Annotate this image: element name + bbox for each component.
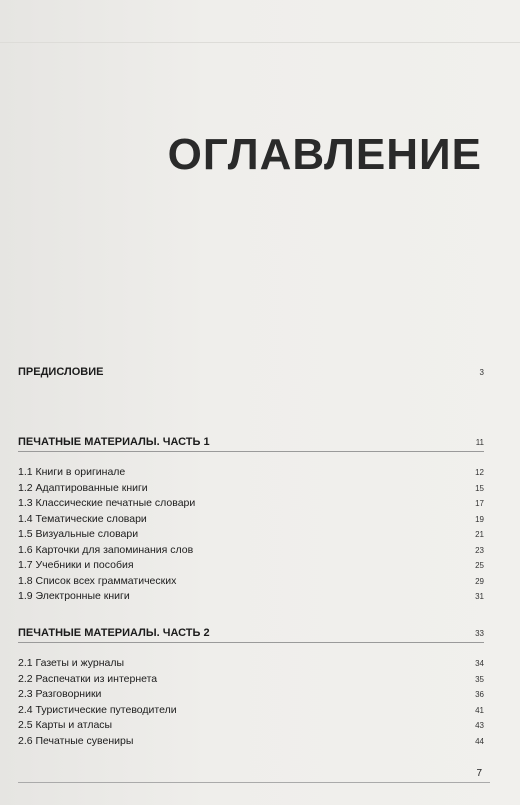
page-title: ОГЛАВЛЕНИЕ xyxy=(167,130,482,179)
toc-entry-label: 2.6 Печатные сувениры xyxy=(18,734,134,747)
toc-entry[interactable] xyxy=(18,704,484,720)
bleed-through-rule xyxy=(0,42,520,43)
toc-page-number: 31 xyxy=(475,592,484,601)
toc-page-number: 17 xyxy=(475,499,484,508)
toc-section-part1[interactable] xyxy=(18,436,484,448)
toc-list xyxy=(18,466,484,606)
toc-entry[interactable] xyxy=(18,544,484,560)
toc-entry-label: 1.7 Учебники и пособия xyxy=(18,559,134,571)
toc-entry-label: 1.6 Карточки для запоминания слов xyxy=(18,543,194,556)
toc-page-number: 23 xyxy=(475,545,484,555)
toc-entry[interactable] xyxy=(18,590,484,606)
toc-section-part2[interactable] xyxy=(18,627,484,639)
toc-entry-label: 2.2 Распечатки из интернета xyxy=(18,672,158,685)
toc-entry[interactable] xyxy=(18,735,484,751)
toc-page-number: 44 xyxy=(475,736,484,746)
toc-preface xyxy=(18,366,484,378)
toc-entry-label: 1.1 Книги в оригинале xyxy=(18,466,126,478)
toc-section-label: ПЕЧАТНЫЕ МАТЕРИАЛЫ. ЧАСТЬ 2 xyxy=(18,627,210,639)
toc-entry-label: 1.8 Список всех грамматических xyxy=(18,574,177,587)
section-divider xyxy=(18,451,484,452)
toc-entry-label: 1.3 Классические печатные словари xyxy=(18,497,196,509)
toc-entry[interactable] xyxy=(18,688,484,704)
toc-entry[interactable] xyxy=(18,719,484,735)
toc-entry-label: 2.3 Разговорники xyxy=(18,688,102,700)
toc-section-label: ПЕЧАТНЫЕ МАТЕРИАЛЫ. ЧАСТЬ 1 xyxy=(18,436,210,448)
toc-page-number: 29 xyxy=(475,576,484,586)
toc-page-number: 25 xyxy=(475,561,484,570)
toc-entry-label: 1.2 Адаптированные книги xyxy=(18,481,148,494)
toc-section-preface[interactable] xyxy=(18,366,484,378)
toc-entry[interactable] xyxy=(18,466,484,482)
toc-page-number: 15 xyxy=(475,483,484,493)
toc-entry-label: 1.9 Электронные книги xyxy=(18,590,130,602)
toc-page-number: 34 xyxy=(475,659,484,668)
section-divider xyxy=(18,642,484,643)
toc-page-number: 21 xyxy=(475,530,484,539)
toc-part-2 xyxy=(18,627,484,750)
toc-entry[interactable] xyxy=(18,482,484,498)
toc-entry[interactable] xyxy=(18,497,484,513)
toc-page-number: 43 xyxy=(475,721,484,730)
toc-entry[interactable] xyxy=(18,673,484,689)
toc-list xyxy=(18,657,484,750)
toc-section-label: ПРЕДИСЛОВИЕ xyxy=(18,366,104,378)
toc-page-number: 33 xyxy=(475,629,484,638)
toc-part-1 xyxy=(18,436,484,606)
toc-entry[interactable] xyxy=(18,528,484,544)
toc-entry-label: 2.5 Карты и атласы xyxy=(18,719,113,731)
toc-entry-label: 2.1 Газеты и журналы xyxy=(18,657,124,669)
toc-page-number: 11 xyxy=(475,438,484,447)
toc-entry-label: 1.5 Визуальные словари xyxy=(18,528,139,540)
toc-entry[interactable] xyxy=(18,559,484,575)
footer-rule xyxy=(18,782,490,783)
toc-page-number: 35 xyxy=(475,674,484,684)
toc-page-number: 41 xyxy=(475,705,484,715)
toc-entry-label: 2.4 Туристические путеводители xyxy=(18,703,177,716)
toc-page-number: 36 xyxy=(475,690,484,699)
toc-entry[interactable] xyxy=(18,575,484,591)
toc-page-number: 3 xyxy=(479,368,484,377)
toc-entry-label: 1.4 Тематические словари xyxy=(18,512,147,525)
page-number: 7 xyxy=(476,768,482,779)
toc-entry[interactable] xyxy=(18,657,484,673)
toc-entry[interactable] xyxy=(18,513,484,529)
toc-page-number: 12 xyxy=(475,468,484,477)
toc-page-number: 19 xyxy=(475,514,484,524)
